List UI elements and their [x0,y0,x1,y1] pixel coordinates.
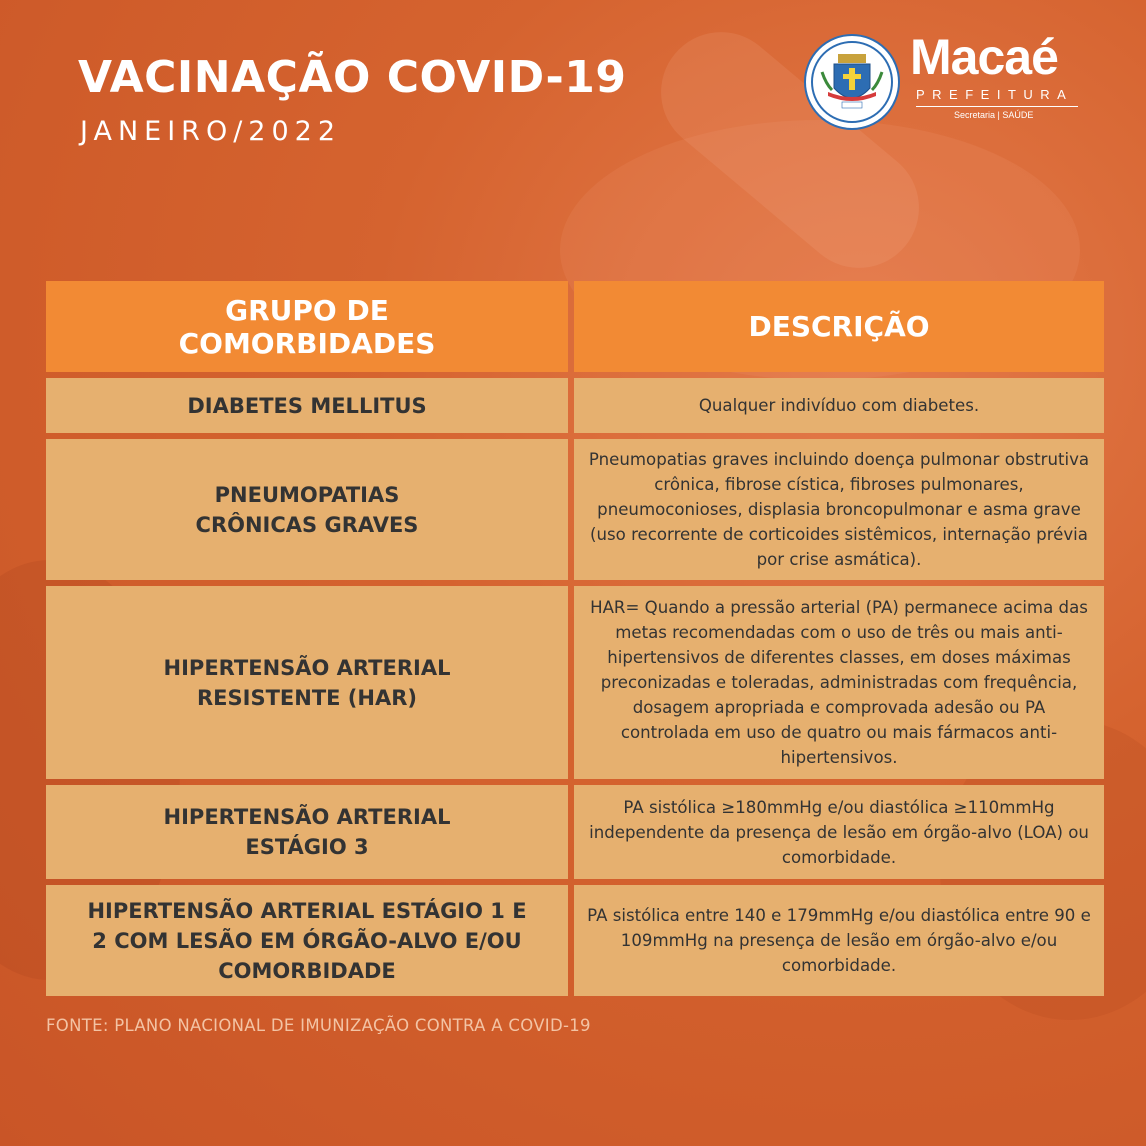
header-group [46,281,568,372]
table-row-description [574,378,1104,433]
table-row-group [46,586,568,779]
row-group-label: DIABETES MELLITUS [187,393,427,418]
row-group-label: HIPERTENSÃO ARTERIAL RESISTENTE (HAR) [163,655,451,710]
row-description-text: Qualquer indivíduo com diabetes. [698,396,980,415]
row-description-text: Pneumopatias graves incluindo doença pulmonar obstrutiva crônica, fibrose cística, fibroses pulmonares, pneumoconioses, displasia broncopulmonar e asma grave (uso recorrente de corticoides sistêmicos, internação prévia por crise asmática). [588,450,1090,569]
table-row-group [46,885,568,996]
row-description-text: PA sistólica ≥180mmHg e/ou diastólica ≥110mmHg independente da presença de lesão em órgão-alvo (LOA) ou comorbidade. [589,797,1089,867]
page-subtitle: JANEIRO/2022 [80,116,341,147]
table-row-group [46,439,568,580]
table-row-group [46,378,568,433]
table-row-description [574,586,1104,779]
brand-name: Macaé [910,29,1058,85]
table-row-description [574,439,1104,580]
row-group-label: HIPERTENSÃO ARTERIAL ESTÁGIO 1 E 2 COM LESÃO EM ÓRGÃO-ALVO E/OU COMORBIDADE [87,898,527,983]
header-group-label: GRUPO DE COMORBIDADES [178,293,436,360]
brand-subtitle: PREFEITURA [916,87,1074,102]
row-group-label: HIPERTENSÃO ARTERIAL ESTÁGIO 3 [163,805,451,859]
prefeitura-logo [804,29,1094,130]
brand-divider [916,106,1078,107]
coat-of-arms-icon [804,34,900,130]
brand-secretaria: Secretaria | SAÚDE [954,110,1034,120]
table-row-description [574,785,1104,879]
seal-graphic [806,36,898,128]
source-footnote: FONTE: PLANO NACIONAL DE IMUNIZAÇÃO CONTRA A COVID-19 [46,1016,591,1035]
row-description-text: HAR= Quando a pressão arterial (PA) permanece acima das metas recomendadas com o uso de três ou mais anti-hipertensivos de diferentes classes, em doses máximas preconizadas e toleradas, administradas com frequência, dosagem apropriada e comprovada adesão ou PA controlada em uso de quatro ou mais fármacos anti-hipertensivos. [590,598,1088,767]
row-group-label: PNEUMOPATIAS CRÔNICAS GRAVES [195,482,419,537]
header-description [574,281,1104,372]
page-title: VACINAÇÃO COVID-19 [78,52,627,103]
table-row-description [574,885,1104,996]
row-description-text: PA sistólica entre 140 e 179mmHg e/ou diastólica entre 90 e 109mmHg na presença de lesão em órgão-alvo e/ou comorbidade. [587,906,1091,975]
table-row-group [46,785,568,879]
header-description-label: DESCRIÇÃO [748,310,930,343]
